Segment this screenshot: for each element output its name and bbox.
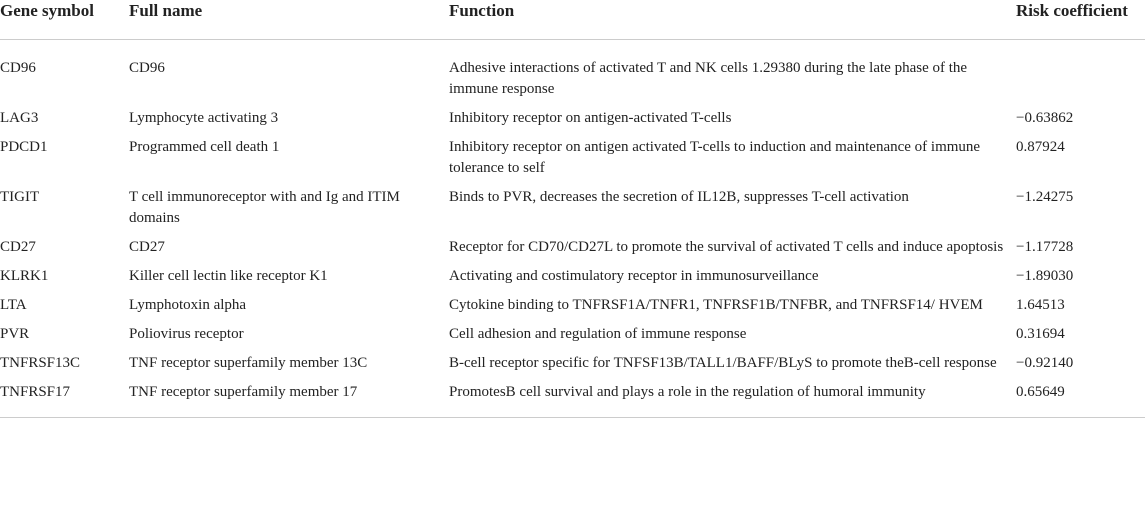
- cell-gene: LTA: [0, 297, 27, 313]
- cell-risk: −0.92140: [1016, 355, 1074, 371]
- cell-gene: PVR: [0, 326, 30, 342]
- table-row: [0, 324, 1145, 353]
- cell-risk: −1.89030: [1016, 268, 1074, 284]
- table-row: [0, 237, 1145, 266]
- cell-function: B-cell receptor specific for TNFSF13B/TALL1/BAFF/BLyS to promote theB-cell response: [449, 355, 997, 371]
- cell-full-name: CD27: [129, 239, 165, 255]
- table-row: [0, 353, 1145, 382]
- cell-gene: LAG3: [0, 110, 39, 126]
- cell-full-name: Poliovirus receptor: [129, 326, 244, 342]
- cell-full-name: Killer cell lectin like receptor K1: [129, 268, 328, 284]
- header-full-name: Full name: [129, 1, 203, 20]
- cell-full-name: TNF receptor superfamily member 13C: [129, 355, 368, 371]
- cell-risk: [1016, 40, 1145, 109]
- cell-risk: 0.31694: [1016, 326, 1065, 342]
- table-row: [0, 382, 1145, 418]
- header-gene-symbol: Gene symbol: [0, 1, 94, 20]
- cell-full-name: Programmed cell death 1: [129, 139, 280, 155]
- cell-risk: 0.65649: [1016, 384, 1065, 400]
- cell-risk: −1.17728: [1016, 239, 1074, 255]
- table-header: [0, 0, 1145, 40]
- table-row: [0, 266, 1145, 295]
- cell-risk: 1.64513: [1016, 297, 1065, 313]
- header-function: Function: [449, 1, 515, 20]
- cell-function: Receptor for CD70/CD27L to promote the survival of activated T cells and induce apoptosis: [449, 239, 1004, 255]
- header-row: [0, 0, 1145, 40]
- cell-function: Cytokine binding to TNFRSF1A/TNFR1, TNFRSF1B/TNFBR, and TNFRSF14/ HVEM: [449, 297, 983, 313]
- cell-gene: TNFRSF17: [0, 384, 71, 400]
- cell-function: Binds to PVR, decreases the secretion of IL12B, suppresses T-cell activation: [449, 189, 909, 205]
- table-body: [0, 40, 1145, 418]
- cell-function: Inhibitory receptor on antigen-activated T-cells: [449, 110, 732, 126]
- cell-full-name: T cell immunoreceptor with and Ig and ITIM domains: [129, 189, 400, 226]
- cell-risk: −0.63862: [1016, 110, 1074, 126]
- cell-gene: TIGIT: [0, 189, 40, 205]
- cell-gene: PDCD1: [0, 139, 48, 155]
- cell-function: PromotesB cell survival and plays a role in the regulation of humoral immunity: [449, 384, 926, 400]
- cell-gene: CD27: [0, 239, 36, 255]
- cell-function: Activating and costimulatory receptor in immunosurveillance: [449, 268, 819, 284]
- cell-function: Cell adhesion and regulation of immune response: [449, 326, 747, 342]
- header-risk-coefficient: Risk coefficient: [1016, 1, 1128, 20]
- cell-risk: −1.24275: [1016, 189, 1074, 205]
- cell-full-name: CD96: [129, 60, 165, 76]
- table-row: [0, 295, 1145, 324]
- cell-full-name: Lymphocyte activating 3: [129, 110, 279, 126]
- table-row: [0, 108, 1145, 137]
- cell-function: Adhesive interactions of activated T and NK cells 1.29380 during the late phase of the immune response: [449, 60, 968, 97]
- cell-gene: TNFRSF13C: [0, 355, 81, 371]
- cell-full-name: TNF receptor superfamily member 17: [129, 384, 358, 400]
- cell-full-name: Lymphotoxin alpha: [129, 297, 247, 313]
- cell-gene: CD96: [0, 60, 36, 76]
- table-row: [0, 137, 1145, 187]
- cell-risk: 0.87924: [1016, 139, 1065, 155]
- cell-gene: KLRK1: [0, 268, 49, 284]
- table-row: [0, 40, 1145, 109]
- cell-function: Inhibitory receptor on antigen activated T-cells to induction and maintenance of immune tolerance to self: [449, 139, 981, 176]
- table-row: [0, 187, 1145, 237]
